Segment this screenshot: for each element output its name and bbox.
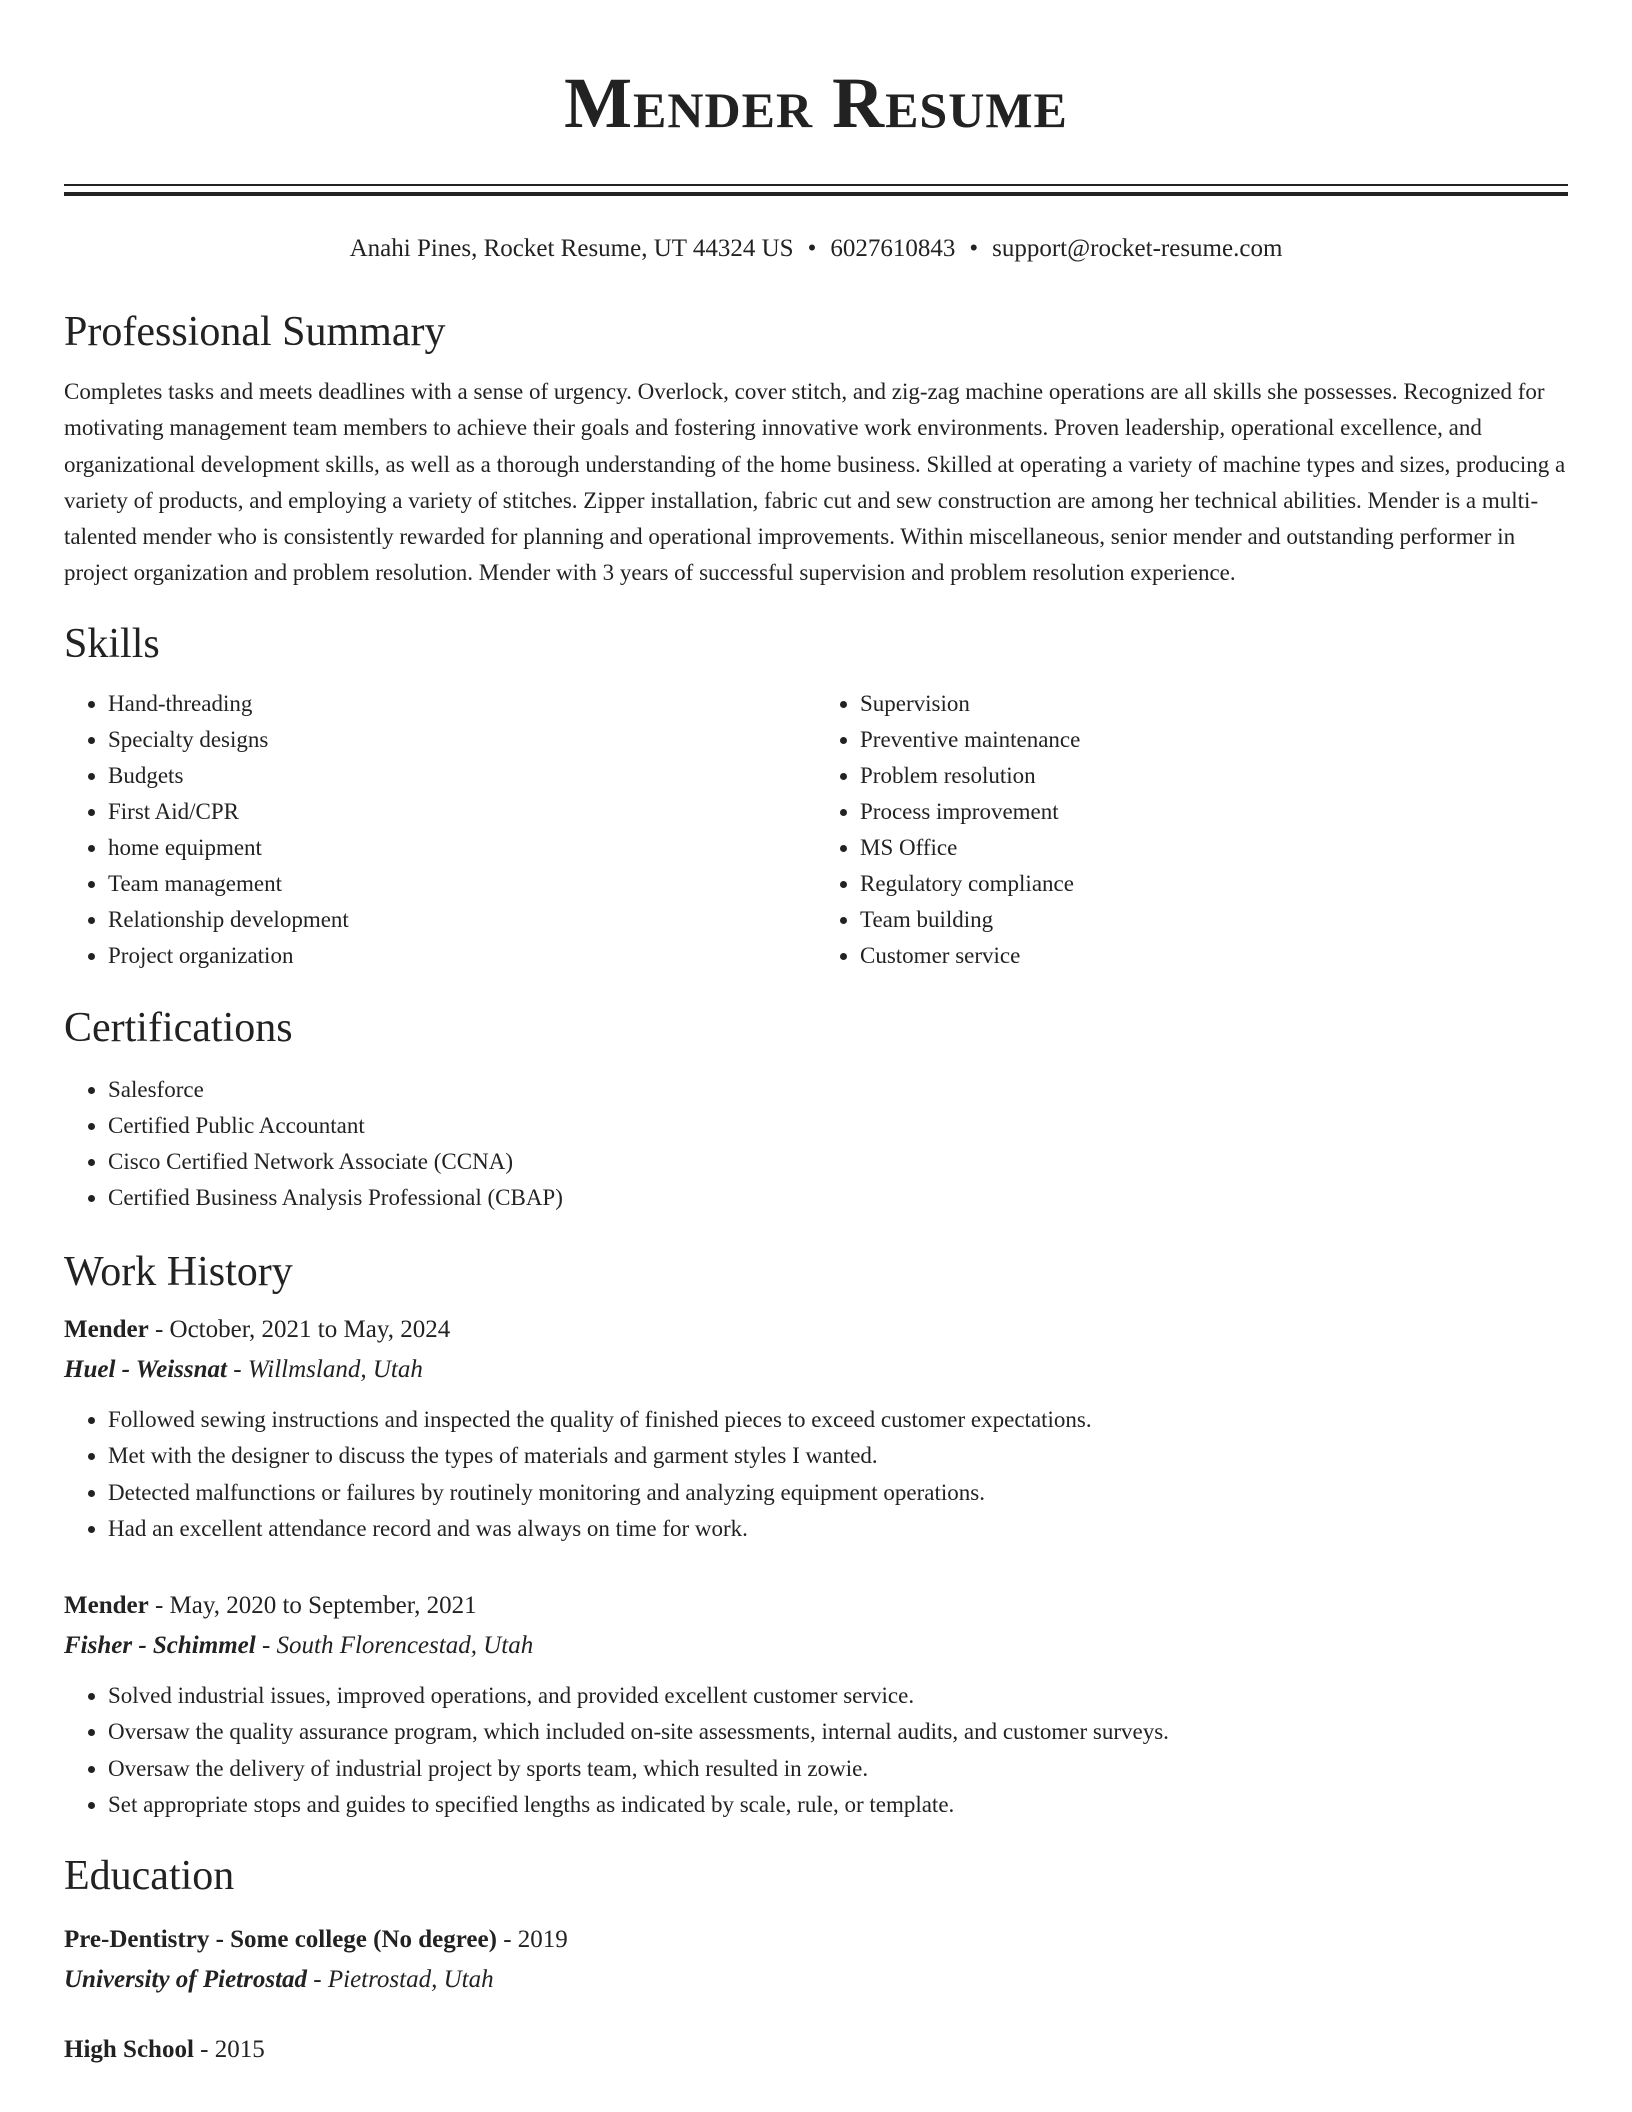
job-location: - South Florencestad, Utah bbox=[255, 1631, 534, 1659]
contact-address: Anahi Pines, Rocket Resume, UT 44324 US bbox=[349, 235, 794, 262]
education-location: - Pietrostad, Utah bbox=[307, 1965, 494, 1993]
contact-separator: • bbox=[969, 235, 979, 262]
job-entry bbox=[64, 1586, 1568, 1824]
certifications-list bbox=[64, 1072, 1568, 1216]
job-employer bbox=[64, 1626, 1568, 1666]
job-bullet: • Set appropriate stops and guides to specified lengths as indicated by scale, rule, or template. bbox=[108, 1787, 1568, 1824]
education-year: - 2015 bbox=[193, 2035, 265, 2063]
contact-email: support@rocket-resume.com bbox=[992, 235, 1283, 262]
resume-content bbox=[64, 0, 1568, 2070]
skill-item: • Budgets bbox=[108, 758, 816, 794]
skill-item: • Supervision bbox=[860, 686, 1568, 722]
skill-item: • Project organization bbox=[108, 938, 816, 974]
job-header bbox=[64, 1310, 1568, 1350]
education-degree: Pre-Dentistry - Some college (No degree) bbox=[64, 1925, 497, 1953]
summary-text: Completes tasks and meets deadlines with a sense of urgency. Overlock, cover stitch, and zig-zag machine operations are all skills she possesses. Recognized for motivating management team members to achieve their goals and fostering innovative work environments. Proven leadership, operational excellence, and organizational development skills, as well as a thorough understanding of the home business. Skilled at operating a variety of machine types and sizes, producing a variety of products, and employing a variety of stitches. Zipper installation, fabric cut and sew construction are among her technical abilities. Mender is a multi-talented mender who is consistently rewarded for planning and operational improvements. Within miscellaneous, senior mender and outstanding performer in project organization and problem resolution. Mender with 3 years of successful supervision and problem resolution experience. bbox=[64, 379, 1566, 586]
skill-item: • Regulatory compliance bbox=[860, 866, 1568, 902]
contact-line bbox=[64, 234, 1568, 264]
skills-heading: Skills bbox=[64, 620, 160, 667]
skill-item: • MS Office bbox=[860, 830, 1568, 866]
certification-item: • Salesforce bbox=[108, 1072, 1568, 1108]
skill-item: • home equipment bbox=[108, 830, 816, 866]
skill-item: • Customer service bbox=[860, 938, 1568, 974]
certification-item: • Certified Business Analysis Professional (CBAP) bbox=[108, 1180, 1568, 1216]
work-history-heading: Work History bbox=[64, 1248, 293, 1295]
job-bullet: • Oversaw the delivery of industrial project by sports team, which resulted in zowie. bbox=[108, 1751, 1568, 1788]
education-entry bbox=[64, 1920, 1568, 2000]
job-dates: - October, 2021 to May, 2024 bbox=[148, 1315, 451, 1343]
job-bullet: • Met with the designer to discuss the types of materials and garment styles I wanted. bbox=[108, 1438, 1568, 1475]
job-location: - Willmsland, Utah bbox=[227, 1355, 423, 1383]
job-company: Fisher - Schimmel bbox=[64, 1631, 256, 1659]
job-bullets bbox=[64, 1678, 1568, 1824]
job-bullet: • Followed sewing instructions and inspected the quality of finished pieces to exceed customer expectations. bbox=[108, 1402, 1568, 1439]
certification-item: • Cisco Certified Network Associate (CCNA) bbox=[108, 1144, 1568, 1180]
job-entry bbox=[64, 1310, 1568, 1548]
skill-item: • First Aid/CPR bbox=[108, 794, 816, 830]
job-header bbox=[64, 1586, 1568, 1626]
education-heading: Education bbox=[64, 1852, 235, 1899]
skill-item: • Relationship development bbox=[108, 902, 816, 938]
education-entry bbox=[64, 2030, 1568, 2070]
job-dates: - May, 2020 to September, 2021 bbox=[148, 1591, 477, 1619]
skill-item: • Specialty designs bbox=[108, 722, 816, 758]
job-role: Mender bbox=[64, 1591, 149, 1619]
education-school: University of Pietrostad bbox=[64, 1965, 308, 1993]
education-header bbox=[64, 2030, 1568, 2070]
education-header bbox=[64, 1920, 1568, 1960]
skills-columns bbox=[64, 686, 1568, 974]
skills-list-right bbox=[816, 686, 1568, 974]
skills-list-left bbox=[64, 686, 816, 974]
job-bullet: • Oversaw the quality assurance program, which included on-site assessments, internal audits, and customer surveys. bbox=[108, 1714, 1568, 1751]
skill-item: • Team building bbox=[860, 902, 1568, 938]
job-bullet: • Had an excellent attendance record and was always on time for work. bbox=[108, 1511, 1568, 1548]
job-bullets bbox=[64, 1402, 1568, 1548]
skill-item: • Process improvement bbox=[860, 794, 1568, 830]
skill-item: • Preventive maintenance bbox=[860, 722, 1568, 758]
certification-item: • Certified Public Accountant bbox=[108, 1108, 1568, 1144]
job-bullet: • Solved industrial issues, improved operations, and provided excellent customer service. bbox=[108, 1678, 1568, 1715]
contact-separator: • bbox=[807, 235, 817, 262]
contact-phone: 6027610843 bbox=[830, 235, 956, 262]
education-school-line bbox=[64, 1960, 1568, 2000]
job-bullet: • Detected malfunctions or failures by routinely monitoring and analyzing equipment operations. bbox=[108, 1475, 1568, 1512]
job-company: Huel - Weissnat bbox=[64, 1355, 227, 1383]
title-rule-thick bbox=[64, 192, 1568, 196]
skill-item: • Team management bbox=[108, 866, 816, 902]
education-year: - 2019 bbox=[496, 1925, 568, 1953]
skill-item: • Problem resolution bbox=[860, 758, 1568, 794]
job-employer bbox=[64, 1350, 1568, 1390]
certifications-heading: Certifications bbox=[64, 1004, 293, 1051]
job-role: Mender bbox=[64, 1315, 149, 1343]
resume-title: Mender Resume bbox=[564, 63, 1068, 143]
title-rule-thin bbox=[64, 184, 1568, 186]
education-degree: High School bbox=[64, 2035, 194, 2063]
skill-item: • Hand-threading bbox=[108, 686, 816, 722]
summary-heading: Professional Summary bbox=[64, 309, 446, 355]
